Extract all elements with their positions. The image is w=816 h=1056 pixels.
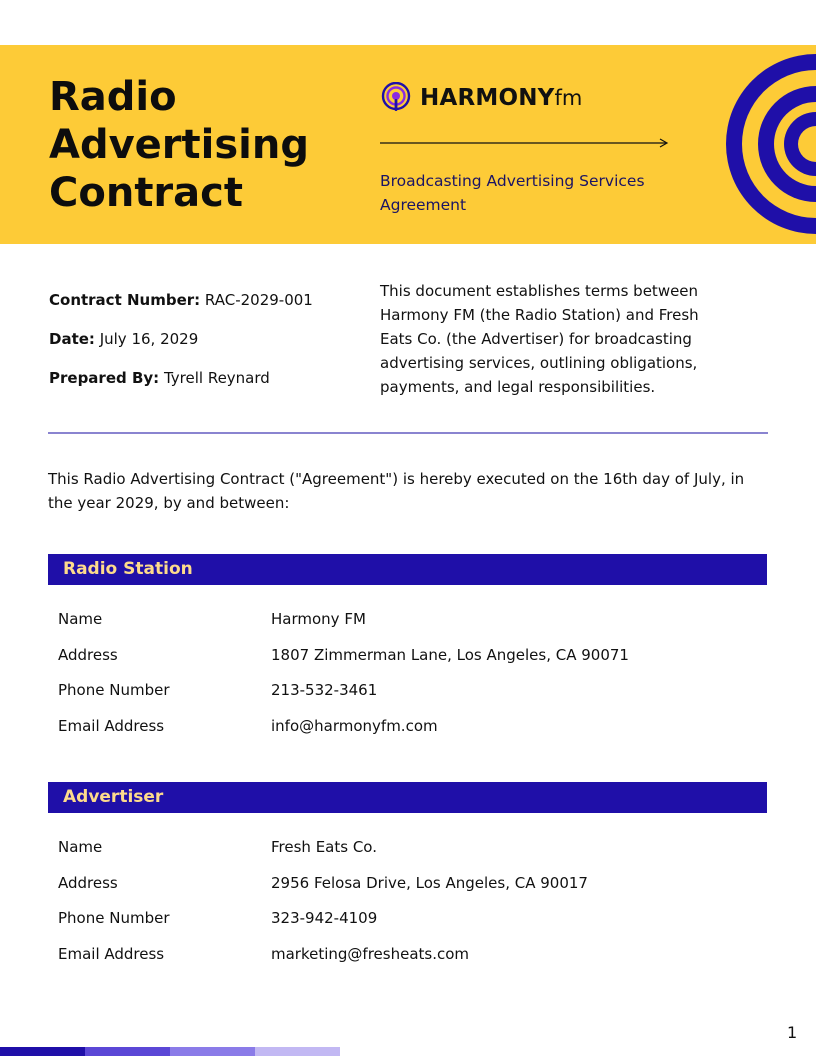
date-label: Date: xyxy=(49,330,95,348)
row-label: Phone Number xyxy=(58,681,170,699)
row-label: Address xyxy=(58,873,118,892)
row-value: 1807 Zimmerman Lane, Los Angeles, CA 90071 xyxy=(271,645,629,664)
prepared-by-value: Tyrell Reynard xyxy=(163,369,270,387)
table-row xyxy=(58,678,629,714)
row-value: 2956 Felosa Drive, Los Angeles, CA 90017 xyxy=(271,873,588,892)
footer-bar xyxy=(0,1047,85,1056)
row-label: Phone Number xyxy=(58,909,170,927)
footer-bar xyxy=(170,1047,255,1056)
table-row xyxy=(58,835,588,871)
date-row xyxy=(49,327,313,366)
document-subtitle: Broadcasting Advertising Services Agreement xyxy=(380,172,645,214)
row-label: Email Address xyxy=(58,944,165,963)
table-row xyxy=(58,607,629,643)
row-label: Address xyxy=(58,645,118,664)
table-row xyxy=(58,942,588,978)
contract-meta xyxy=(49,288,313,405)
row-value: info@harmonyfm.com xyxy=(271,716,438,735)
radio-station-heading: Radio Station xyxy=(48,554,767,585)
podcast-icon xyxy=(380,82,412,114)
row-label: Name xyxy=(58,610,103,628)
concentric-rings-graphic xyxy=(714,45,816,244)
table-row xyxy=(58,906,588,942)
table-row xyxy=(58,643,629,679)
footer-bar xyxy=(255,1047,340,1056)
row-value: marketing@fresheats.com xyxy=(271,944,470,963)
lead-paragraph: This Radio Advertising Contract ("Agreement") is hereby executed on the 16th day of July, in the year 2029, by and between: xyxy=(48,470,745,512)
brand-name: HARMONY xyxy=(420,85,555,111)
arrow-right-icon xyxy=(380,137,670,149)
table-row xyxy=(58,871,588,907)
contract-number-label: Contract Number: xyxy=(49,291,201,309)
prepared-by-label: Prepared By: xyxy=(49,369,160,387)
brand-logo xyxy=(380,82,582,114)
contract-number-value: RAC-2029-001 xyxy=(204,291,313,309)
radio-station-table xyxy=(58,607,629,749)
footer-bar xyxy=(85,1047,170,1056)
header-banner xyxy=(0,45,816,244)
contract-number-row xyxy=(49,288,313,327)
row-value: Harmony FM xyxy=(271,610,366,628)
row-label: Email Address xyxy=(58,716,165,735)
page-number: 1 xyxy=(787,1023,798,1042)
row-value: 213-532-3461 xyxy=(271,681,378,699)
footer-color-bars xyxy=(0,1047,340,1056)
table-row xyxy=(58,714,629,750)
row-value: 323-942-4109 xyxy=(271,909,378,927)
section-divider xyxy=(48,432,768,434)
row-label: Name xyxy=(58,838,103,856)
date-value: July 16, 2029 xyxy=(99,330,199,348)
document-title: Radio Advertising Contract xyxy=(49,74,309,216)
row-value: Fresh Eats Co. xyxy=(271,838,377,856)
intro-description: This document establishes terms between Harmony FM (the Radio Station) and Fresh Eats Co. (the Advertiser) for broadcasting advertising services, outlining obligations, payments, and legal responsibilities. xyxy=(380,282,699,396)
brand-suffix: fm xyxy=(554,86,583,110)
advertiser-heading: Advertiser xyxy=(48,782,767,813)
advertiser-table xyxy=(58,835,588,977)
prepared-by-row xyxy=(49,366,313,405)
